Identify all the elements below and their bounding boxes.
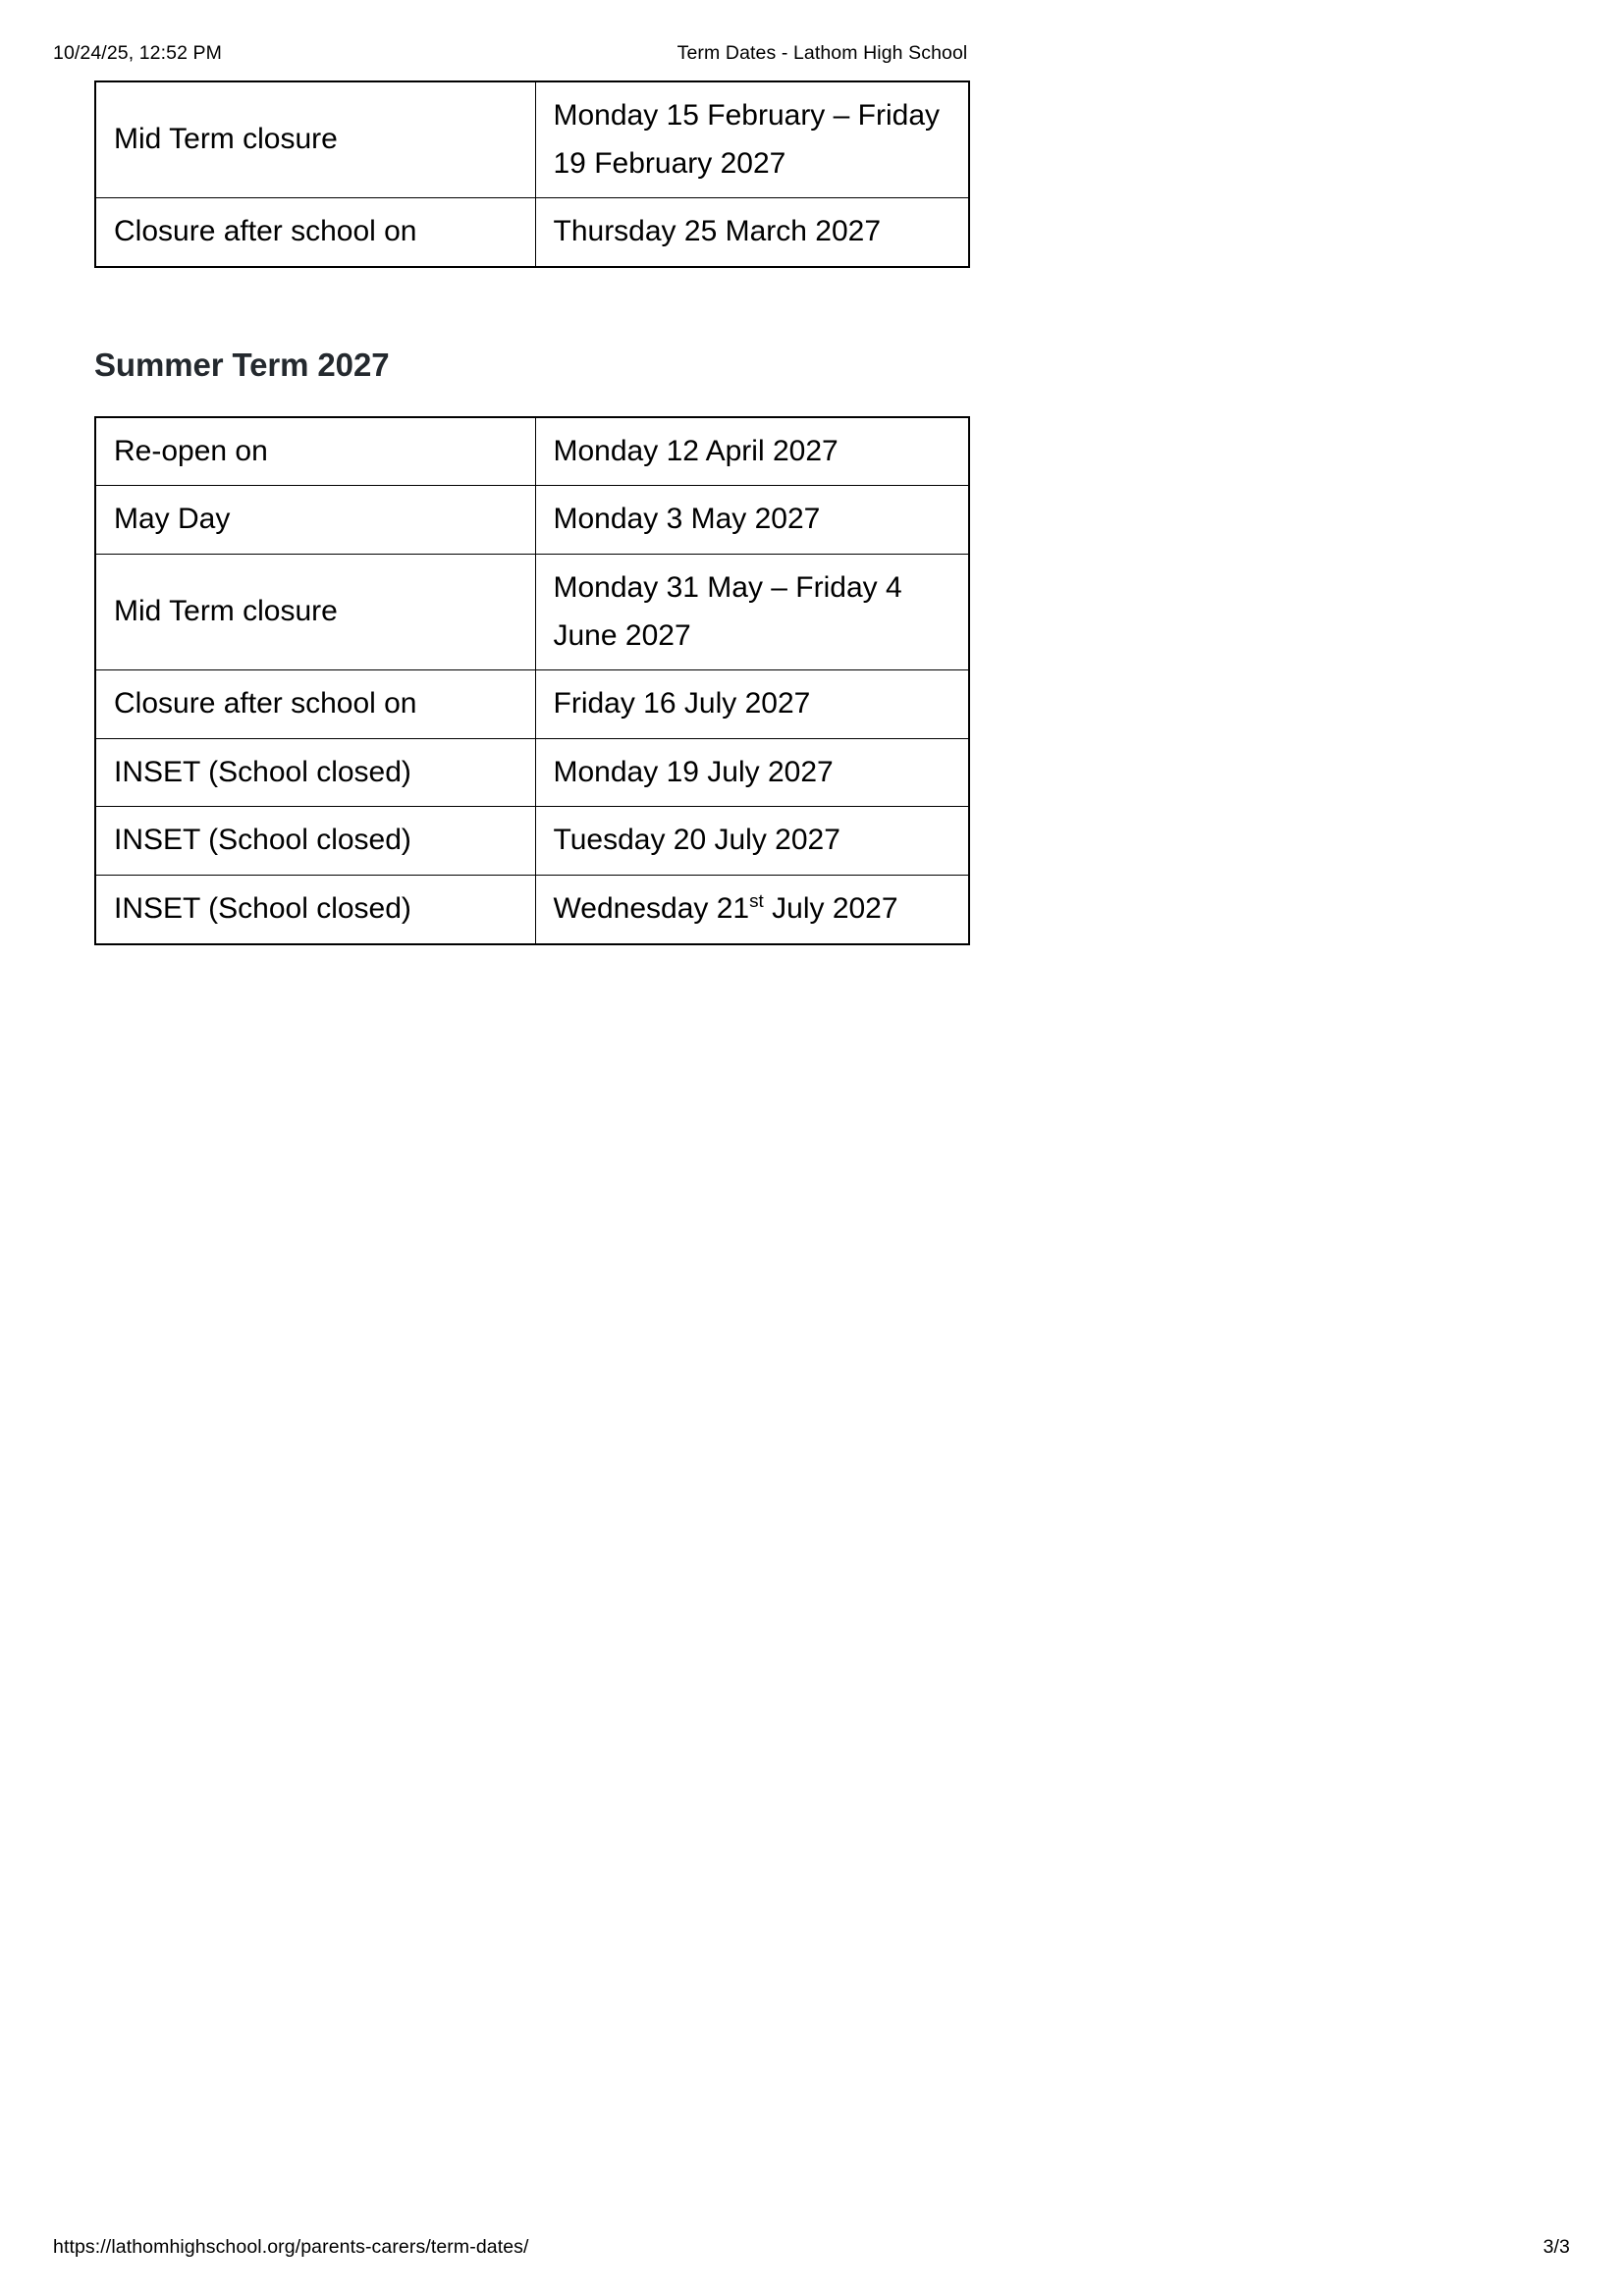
print-header-timestamp: 10/24/25, 12:52 PM [53,42,223,64]
term-event-date: Tuesday 20 July 2027 [535,807,969,876]
section-heading-summer-term: Summer Term 2027 [94,346,390,383]
term-event-date: Monday 15 February – Friday 19 February 2027 [535,81,969,198]
term-event-label: INSET (School closed) [95,738,535,807]
document-body [94,80,968,945]
term-dates-table-summer [94,416,970,945]
table-row [95,417,969,486]
table-body [95,81,969,267]
table-row [95,486,969,555]
print-header [53,41,1570,67]
heading-spacer [94,384,968,416]
table-row [95,875,969,943]
term-event-date: Thursday 25 March 2027 [535,198,969,267]
print-footer [53,2235,1570,2261]
term-event-date: Monday 12 April 2027 [535,417,969,486]
ordinal-suffix: st [749,890,764,912]
term-event-date: Monday 3 May 2027 [535,486,969,555]
term-event-label: INSET (School closed) [95,807,535,876]
term-event-date [535,875,969,943]
term-event-date: Monday 31 May – Friday 4 June 2027 [535,554,969,669]
term-event-label: Closure after school on [95,670,535,739]
term-event-date: Friday 16 July 2027 [535,670,969,739]
date-text-before: Wednesday 21 [553,891,750,925]
table-body [95,417,969,944]
section-spacer [94,268,968,347]
table-row [95,81,969,198]
term-event-date: Monday 19 July 2027 [535,738,969,807]
table-row [95,807,969,876]
date-text-after: July 2027 [763,891,898,925]
term-event-label: INSET (School closed) [95,875,535,943]
term-event-label: Mid Term closure [95,554,535,669]
table-row [95,670,969,739]
term-event-label: Closure after school on [95,198,535,267]
term-dates-table-continued [94,80,970,268]
print-footer-url: https://lathomhighschool.org/parents-carers/term-dates/ [53,2236,529,2258]
table-row [95,198,969,267]
term-event-label: Re-open on [95,417,535,486]
term-event-label: Mid Term closure [95,81,535,198]
table-row [95,554,969,669]
table-row [95,738,969,807]
print-footer-page-indicator: 3/3 [1542,2236,1570,2258]
print-header-document-title: Term Dates - Lathom High School [676,42,968,64]
term-event-label: May Day [95,486,535,555]
